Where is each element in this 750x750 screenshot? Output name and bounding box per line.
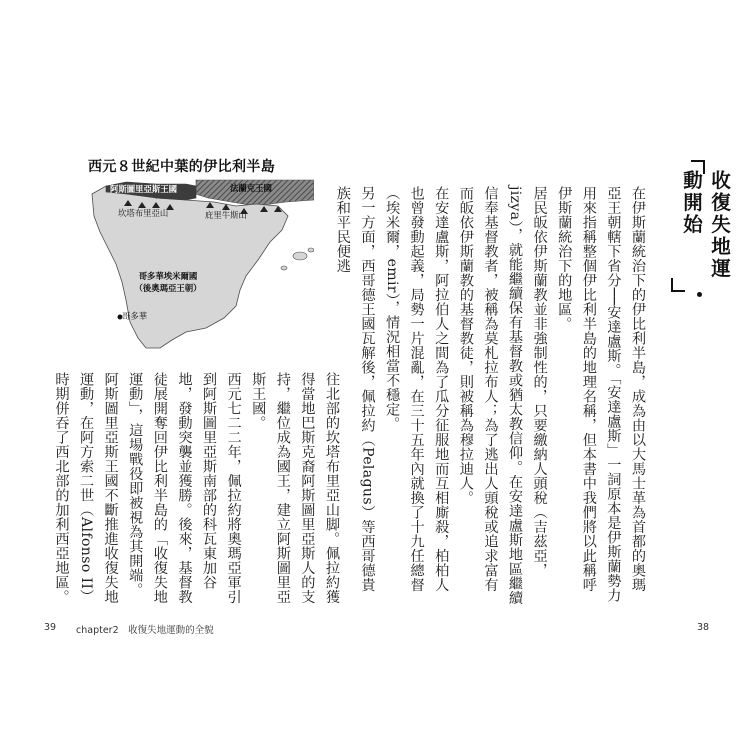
section-heading: 收復失地運動開始 [680, 170, 731, 280]
left-paragraph: 阿斯圖里亞斯王國不斷推進收復失地運動，在阿方索二世（Alfonso II）時期併吞了西北部的加利西亞地區。 [53, 372, 119, 604]
pyrenees-label: 庇里牛斯山 [205, 210, 247, 220]
map-title: 西元８世紀中葉的伊比利半島 [88, 159, 276, 175]
iberia-map [86, 172, 314, 362]
right-paragraph: 居民皈依伊斯蘭教並非強制性的，只要繳納人頭稅（吉茲亞，jizya），就能繼續保有基督教或猶太教信仰。在安達盧斯地區繼續信奉基督教者，被稱為莫札拉布人；為了逃出人頭稅或追求富有而皈依伊斯蘭教的基督教徒，則被稱為穆拉迪人。 [457, 186, 548, 605]
left-page-body [53, 372, 344, 604]
section-heading-frame [671, 160, 731, 292]
right-page-number: 38 [697, 622, 710, 633]
right-paragraph: 另一方面，西哥德王國瓦解後，佩拉約（Pelagus）等西哥德貴族和平民便逃 [334, 186, 376, 592]
island-menorca [308, 248, 314, 252]
island-mallorca [293, 252, 307, 260]
heading-bracket-bottom [671, 278, 685, 292]
asturias-label: 阿斯圖里亞斯王國 [110, 184, 177, 194]
island-ibiza [281, 266, 287, 270]
right-paragraph: 在安達盧斯，阿拉伯人之間為了瓜分征服地而互相廝殺，柏柏人也曾發動起義，局勢一片混亂，在三十五年內就換了十九任總督（埃米爾，emir），情況相當不穩定。 [384, 186, 450, 592]
left-paragraph: 西元七二二年，佩拉約將奧瑪亞軍引到阿斯圖里亞斯南部的科瓦東加谷地，發動突襲並獲勝。後來，基督教徒展開奪回伊比利半島的「收復失地運動」，這場戰役即被視為其開端。 [127, 372, 242, 604]
running-head: chapter2 收復失地運動的全貌 [76, 625, 214, 636]
left-paragraph: 往北部的坎塔布里亞山脚。佩拉約獲得當地巴斯克裔阿斯圖里亞斯人的支持，繼位成為國王，建立阿斯圖里亞斯王國。 [250, 372, 340, 604]
heading-bullet-dot [697, 292, 702, 297]
cantabrian-mountains-label: 坎塔布里亞山 [118, 208, 169, 218]
frankish-kingdom-label: 法蘭克王國 [230, 183, 272, 193]
left-page-number: 39 [44, 622, 57, 633]
right-paragraph: 在伊斯蘭統治下的伊比利半島，成為由以大馬士革為首都的奧瑪亞王朝轄下省分──安達盧斯。「安達盧斯」一詞原本是伊斯蘭勢力用來指稱整個伊比利半島的地理名稱，但本書中我們將以此稱呼伊斯蘭統治下的地區。 [556, 186, 646, 603]
right-page-body [334, 186, 650, 606]
cordoba-emirate-label: 哥多華埃米爾國 [138, 271, 198, 281]
umayyad-dynasty-label: （後奧瑪亞王朝） [134, 283, 202, 293]
cordoba-city-label: 哥多華 [122, 311, 148, 321]
